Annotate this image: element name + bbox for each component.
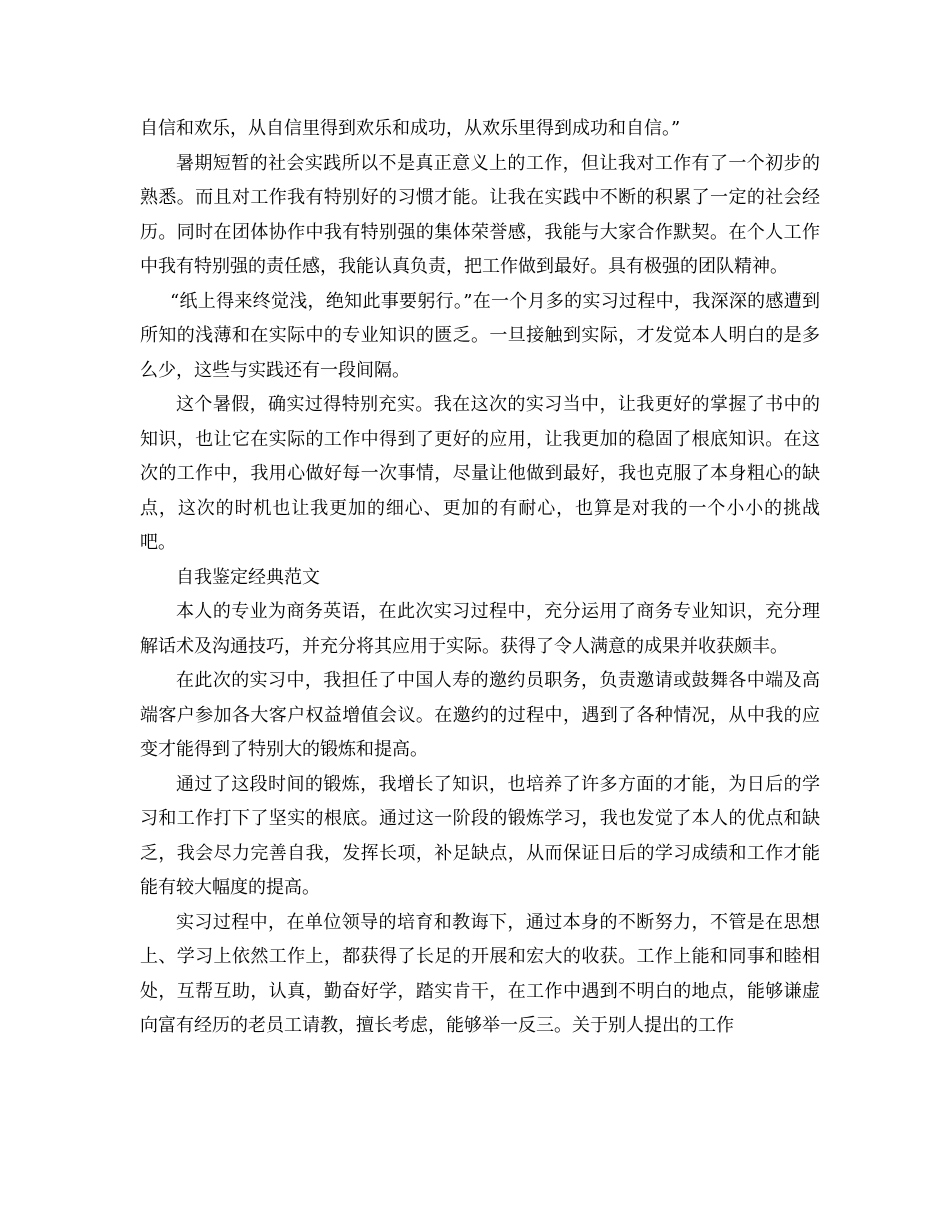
paragraph-quote: “纸上得来终觉浅，绝知此事要躬行。”在一个月多的实习过程中，我深深的感遭到所知的浅薄和在实际中的专业知识的匮乏。一旦接触到实际，才发觉本人明白的是多么少，这些与实践还有一段间隔。 bbox=[140, 290, 820, 381]
paragraph-summer-practice: 暑期短暂的社会实践所以不是真正意义上的工作，但让我对工作有了一个初步的熟悉。而且对工作我有特别好的习惯才能。让我在实践中不断的积累了一定的社会经历。同时在团体协作中我有特别强的集体荣誉感，我能与大家合作默契。在个人工作中我有特别强的责任感，我能认真负责，把工作做到最好。具有极强的团队精神。 bbox=[140, 152, 820, 277]
paragraph-internship-role: 在此次的实习中，我担任了中国人寿的邀约员职务，负责邀请或鼓舞各中端及高端客户参加各大客户权益增值会议。在邀约的过程中，遇到了各种情况，从中我的应变才能得到了特别大的锻炼和提高。 bbox=[140, 670, 820, 760]
paragraph-continuation: 自信和欢乐，从自信里得到欢乐和成功，从欢乐里得到成功和自信。” bbox=[140, 118, 681, 139]
paragraph-major: 本人的专业为商务英语，在此次实习过程中，充分运用了商务专业知识，充分理解话术及沟通技巧，并充分将其应用于实际。获得了令人满意的成果并收获颇丰。 bbox=[140, 601, 820, 657]
paragraph-training: 通过了这段时间的锻炼，我增长了知识，也培养了许多方面的才能，为日后的学习和工作打下了坚实的根底。通过这一阶段的锻炼学习，我也发觉了本人的优点和缺乏，我会尽力完善自我，发挥长项，补足缺点，从而保证日后的学习成绩和工作才能能有较大幅度的提高。 bbox=[140, 773, 820, 898]
section-heading: 自我鉴定经典范文 bbox=[176, 566, 320, 588]
paragraph-summer-vacation: 这个暑假，确实过得特别充实。我在这次的实习当中，让我更好的掌握了书中的知识，也让它在实际的工作中得到了更好的应用，让我更加的稳固了根底知识。在这次的工作中，我用心做好每一次事情，尽量让他做到最好，我也克服了本身粗心的缺点，这次的时机也让我更加的细心、更加的有耐心，也算是对我的一个小小的挑战吧。 bbox=[140, 394, 820, 553]
document-body bbox=[140, 112, 820, 1044]
paragraph-internship-process: 实习过程中，在单位领导的培育和教诲下，通过本身的不断努力，不管是在思想上、学习上依然工作上，都获得了长足的开展和宏大的收获。工作上能和同事和睦相处，互帮互助，认真，勤奋好学，踏实肯干，在工作中遇到不明白的地点，能够谦虚向富有经历的老员工请教，擅长考虑，能够举一反三。关于别人提出的工作 bbox=[140, 911, 820, 1036]
